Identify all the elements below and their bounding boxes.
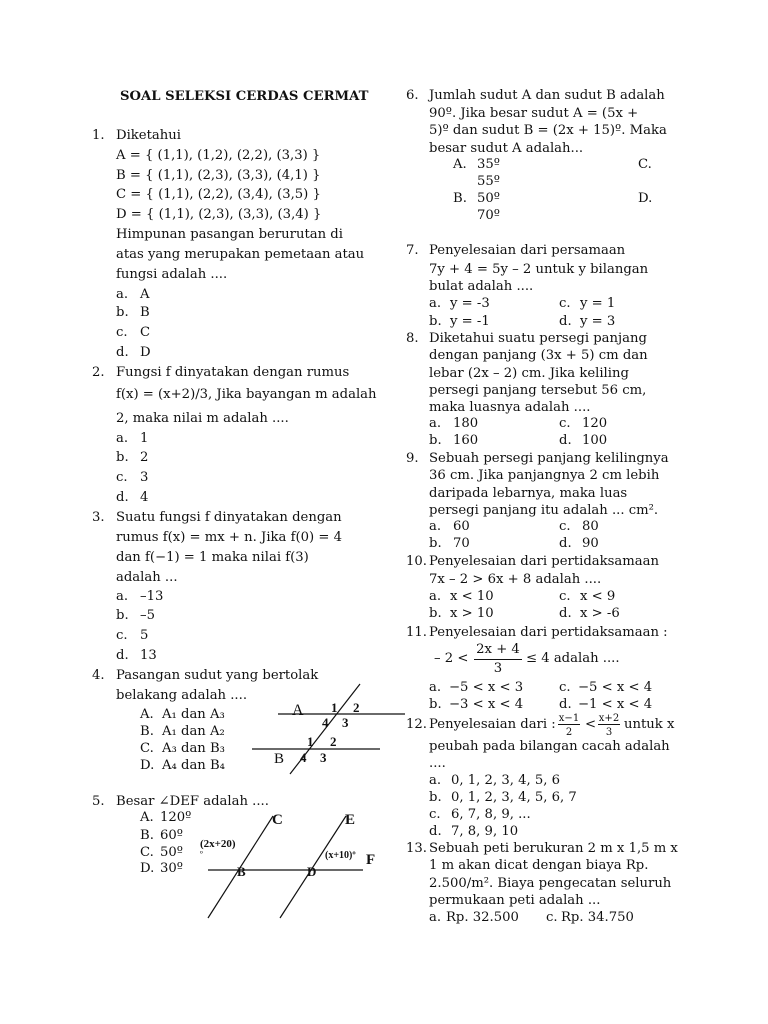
q1-number: 1.	[92, 128, 105, 143]
q5-option-label: C.	[140, 845, 154, 860]
q10-option-label: b.	[429, 606, 442, 621]
q10-option-value: x > 10	[450, 606, 494, 621]
q9-number: 9.	[406, 451, 419, 466]
q12-post: untuk x	[624, 717, 675, 732]
q7-option-value: y = 1	[580, 296, 616, 311]
q13-line: 1 m akan dicat dengan biaya Rp.	[429, 858, 649, 873]
q7-option-label: d.	[559, 314, 572, 329]
q4-line: belakang adalah ....	[116, 688, 248, 703]
q11-fraction-numerator: 2x + 4	[476, 642, 520, 657]
q1-option-value: B	[140, 305, 150, 320]
q12-number: 12.	[406, 717, 427, 732]
q3-line: adalah ...	[116, 570, 178, 585]
q4-angle-a2: 2	[353, 700, 360, 715]
q7-option-label: a.	[429, 296, 442, 311]
q11-fraction-denominator: 3	[493, 661, 503, 676]
q3-option-value: 13	[140, 648, 157, 663]
q12-option-value: 6, 7, 8, 9, ...	[451, 807, 531, 822]
q3-option-value: 5	[140, 628, 149, 643]
q4-angle-b4: 4	[300, 750, 307, 765]
q13-option-value: Rp. 34.750	[561, 910, 634, 925]
q12-option-value: 0, 1, 2, 3, 4, 5, 6, 7	[451, 790, 577, 805]
q1-set-b: B = { (1,1), (2,3), (3,3), (4,1) }	[116, 168, 321, 183]
q5-label-f: F	[366, 852, 376, 868]
q11-fraction-bar	[474, 659, 522, 660]
q2-option-label: d.	[116, 490, 129, 505]
q3-option-label: c.	[116, 628, 128, 643]
q5-label-c: C	[272, 812, 283, 828]
q12-fraction1-denominator: 2	[565, 727, 573, 738]
q4-number: 4.	[92, 668, 105, 683]
q8-number: 8.	[406, 331, 419, 346]
q4-option-label: C.	[140, 741, 154, 756]
q10-option-value: x < 9	[580, 589, 616, 604]
q8-option-value: 160	[453, 433, 479, 448]
q5-angle-label-2: (x+10)º	[325, 850, 356, 861]
q1-stem-line: atas yang merupakan pemetaan atau	[116, 247, 365, 262]
q1-stem-line: Himpunan pasangan berurutan di	[116, 227, 343, 242]
q13-line: permukaan peti adalah ...	[429, 893, 601, 908]
q5-angle-label-1: (2x+20)	[200, 838, 236, 850]
q8-option-value: 120	[582, 416, 608, 431]
q3-line: rumus f(x) = mx + n. Jika f(0) = 4	[116, 530, 342, 545]
q4-label-b: B	[274, 751, 285, 767]
q4-label-a: A	[292, 702, 304, 719]
q11-option-value: −1 < x < 4	[578, 697, 653, 712]
q4-angle-a1: 1	[331, 700, 338, 715]
q13-line: 2.500/m². Biaya pengecatan seluruh	[429, 876, 672, 891]
q6-number: 6.	[406, 88, 419, 103]
q4-angle-b3: 3	[320, 750, 327, 765]
q5-label-b: B	[237, 864, 246, 879]
q13-line: Sebuah peti berukuran 2 m x 1,5 m x	[429, 841, 678, 856]
q11-option-value: −3 < x < 4	[449, 697, 524, 712]
q7-option-value: y = -3	[450, 296, 490, 311]
q5-option-value: 120º	[160, 810, 192, 825]
q5-option-label: D.	[140, 861, 155, 876]
q11-inequality-left: – 2 <	[434, 651, 469, 666]
q12-line: peubah pada bilangan cacah adalah	[429, 739, 670, 754]
q1-text: Diketahui	[116, 128, 181, 143]
q7-option-label: b.	[429, 314, 442, 329]
q2-option-value: 1	[140, 431, 149, 446]
q9-line: Sebuah persegi panjang kelilingnya	[429, 451, 669, 466]
q4-option-label: A.	[140, 707, 154, 722]
q2-option-value: 4	[140, 490, 149, 505]
q1-option-value: A	[140, 287, 150, 302]
q2-option-value: 2	[140, 450, 149, 465]
q9-line: daripada lebarnya, maka luas	[429, 486, 628, 501]
q8-line: persegi panjang tersebut 56 cm,	[429, 383, 647, 398]
q4-option-value: A₁ dan A₂	[162, 724, 225, 739]
q12-option-value: 0, 1, 2, 3, 4, 5, 6	[451, 773, 561, 788]
q11-option-label: b.	[429, 697, 442, 712]
q6-line: Jumlah sudut A dan sudut B adalah	[429, 88, 665, 103]
page-title: SOAL SELEKSI CERDAS CERMAT	[120, 89, 369, 104]
q10-option-value: x > -6	[580, 606, 620, 621]
q10-line: Penyelesaian dari pertidaksamaan	[429, 554, 659, 569]
q6-option-value: 70º	[477, 208, 500, 223]
q11-inequality-right: ≤ 4 adalah ....	[526, 651, 620, 666]
q6-option-value: 50º	[477, 191, 500, 206]
q7-line: Penyelesaian dari persamaan	[429, 243, 626, 258]
q8-line: lebar (2x – 2) cm. Jika keliling	[429, 366, 629, 381]
q4-option-value: A₁ dan A₃	[162, 707, 225, 722]
q8-option-value: 100	[582, 433, 608, 448]
q12-less-than: <	[585, 717, 597, 732]
q2-line: Fungsi f dinyatakan dengan rumus	[116, 365, 350, 380]
q12-line: ....	[429, 756, 446, 771]
q5-label-d: D	[307, 864, 317, 879]
q6-option-value: 35º	[477, 157, 500, 172]
q10-option-label: a.	[429, 589, 442, 604]
q13-option-value: Rp. 32.500	[446, 910, 519, 925]
q1-set-c: C = { (1,1), (2,2), (3,4), (3,5) }	[116, 187, 321, 202]
q12-option-value: 7, 8, 9, 10	[451, 824, 519, 839]
q5-figure	[198, 808, 388, 920]
q6-option-label: B.	[453, 191, 467, 206]
q9-option-label: b.	[429, 536, 442, 551]
q1-option-value: D	[140, 345, 151, 360]
q11-option-label: c.	[559, 680, 571, 695]
q7-option-label: c.	[559, 296, 571, 311]
q6-option-label: C.	[638, 157, 652, 172]
q2-option-label: b.	[116, 450, 129, 465]
q10-option-label: c.	[559, 589, 571, 604]
q1-option-label: a.	[116, 287, 129, 302]
q7-number: 7.	[406, 243, 419, 258]
q1-option-label: b.	[116, 305, 129, 320]
q1-option-value: C	[140, 325, 151, 340]
q10-option-value: x < 10	[450, 589, 494, 604]
q11-number: 11.	[406, 625, 427, 640]
q5-number: 5.	[92, 794, 105, 809]
q12-option-label: d.	[429, 824, 442, 839]
q8-option-label: c.	[559, 416, 571, 431]
q11-text: Penyelesaian dari pertidaksamaan :	[429, 625, 668, 640]
q12-fraction1-numerator: x−1	[558, 713, 580, 724]
q5-label-e: E	[345, 812, 356, 828]
q5-text: Besar ∠DEF adalah ....	[116, 794, 269, 809]
q1-stem-line: fungsi adalah ....	[116, 267, 228, 282]
q5-angle-degree-1: º	[200, 849, 203, 859]
q12-option-label: a.	[429, 773, 442, 788]
q1-option-label: d.	[116, 345, 129, 360]
q7-option-value: y = 3	[580, 314, 616, 329]
q4-figure	[250, 684, 410, 774]
q3-number: 3.	[92, 510, 105, 525]
q9-option-value: 80	[582, 519, 599, 534]
q7-line: 7y + 4 = 5y – 2 untuk y bilangan	[429, 262, 649, 277]
q4-angle-b2: 2	[330, 734, 337, 749]
q9-line: persegi panjang itu adalah ... cm².	[429, 503, 659, 518]
q4-angle-b1: 1	[307, 734, 314, 749]
q9-option-label: a.	[429, 519, 442, 534]
q10-option-label: d.	[559, 606, 572, 621]
q7-line: bulat adalah ....	[429, 279, 534, 294]
q13-option-label: c.	[546, 910, 558, 925]
q5-option-value: 50º	[160, 845, 183, 860]
q7-option-value: y = -1	[450, 314, 490, 329]
q11-option-value: −5 < x < 3	[449, 680, 524, 695]
q13-number: 13.	[406, 841, 427, 856]
q9-option-value: 60	[453, 519, 470, 534]
q3-option-value: –5	[140, 608, 155, 623]
q9-option-value: 70	[453, 536, 470, 551]
q2-number: 2.	[92, 365, 105, 380]
q4-option-value: A₄ dan B₄	[162, 758, 225, 773]
q11-option-value: −5 < x < 4	[578, 680, 653, 695]
q6-line: 5)º dan sudut B = (2x + 15)º. Maka	[429, 123, 667, 138]
q3-option-label: a.	[116, 589, 129, 604]
q4-line: Pasangan sudut yang bertolak	[116, 668, 319, 683]
q2-line: f(x) = (x+2)/3, Jika bayangan m adalah	[116, 387, 377, 402]
q12-fraction2-denominator: 3	[605, 727, 613, 738]
q4-option-value: A₃ dan B₃	[162, 741, 225, 756]
q8-line: dengan panjang (3x + 5) cm dan	[429, 348, 648, 363]
q5-option-label: B.	[140, 828, 154, 843]
q9-option-value: 90	[582, 536, 599, 551]
q6-line: besar sudut A adalah...	[429, 141, 584, 156]
q8-line: Diketahui suatu persegi panjang	[429, 331, 647, 346]
q4-option-label: D.	[140, 758, 155, 773]
q3-option-value: –13	[140, 589, 164, 604]
q9-option-label: c.	[559, 519, 571, 534]
q6-option-label: A.	[453, 157, 467, 172]
q12-pre: Penyelesaian dari :	[429, 717, 556, 732]
q3-option-label: b.	[116, 608, 129, 623]
q5-option-value: 30º	[160, 861, 183, 876]
q1-option-label: c.	[116, 325, 128, 340]
q2-line: 2, maka nilai m adalah ....	[116, 411, 289, 426]
q10-number: 10.	[406, 554, 427, 569]
q2-option-label: c.	[116, 470, 128, 485]
q1-set-a: A = { (1,1), (1,2), (2,2), (3,3) }	[116, 148, 321, 163]
q1-set-d: D = { (1,1), (2,3), (3,3), (3,4) }	[116, 207, 322, 222]
q12-fraction2-numerator: x+2	[598, 713, 620, 724]
q5-option-label: A.	[140, 810, 154, 825]
q6-line: 90º. Jika besar sudut A = (5x +	[429, 106, 639, 121]
q3-option-label: d.	[116, 648, 129, 663]
q3-line: dan f(−1) = 1 maka nilai f(3)	[116, 550, 309, 565]
q4-option-label: B.	[140, 724, 154, 739]
q3-line: Suatu fungsi f dinyatakan dengan	[116, 510, 342, 525]
q8-option-label: d.	[559, 433, 572, 448]
q4-angle-a4: 4	[322, 715, 329, 730]
q12-option-label: c.	[429, 807, 441, 822]
q4-angle-a3: 3	[342, 715, 349, 730]
q6-option-label: D.	[638, 191, 653, 206]
q8-option-label: a.	[429, 416, 442, 431]
q11-option-label: d.	[559, 697, 572, 712]
q6-option-value: 55º	[477, 174, 500, 189]
q2-option-value: 3	[140, 470, 149, 485]
q12-option-label: b.	[429, 790, 442, 805]
q13-option-label: a.	[429, 910, 442, 925]
q5-option-value: 60º	[160, 828, 183, 843]
q9-line: 36 cm. Jika panjangnya 2 cm lebih	[429, 468, 660, 483]
q10-line: 7x – 2 > 6x + 8 adalah ....	[429, 572, 602, 587]
q8-line: maka luasnya adalah ....	[429, 400, 591, 415]
q9-option-label: d.	[559, 536, 572, 551]
q2-option-label: a.	[116, 431, 129, 446]
q11-option-label: a.	[429, 680, 442, 695]
q8-option-value: 180	[453, 416, 479, 431]
q8-option-label: b.	[429, 433, 442, 448]
